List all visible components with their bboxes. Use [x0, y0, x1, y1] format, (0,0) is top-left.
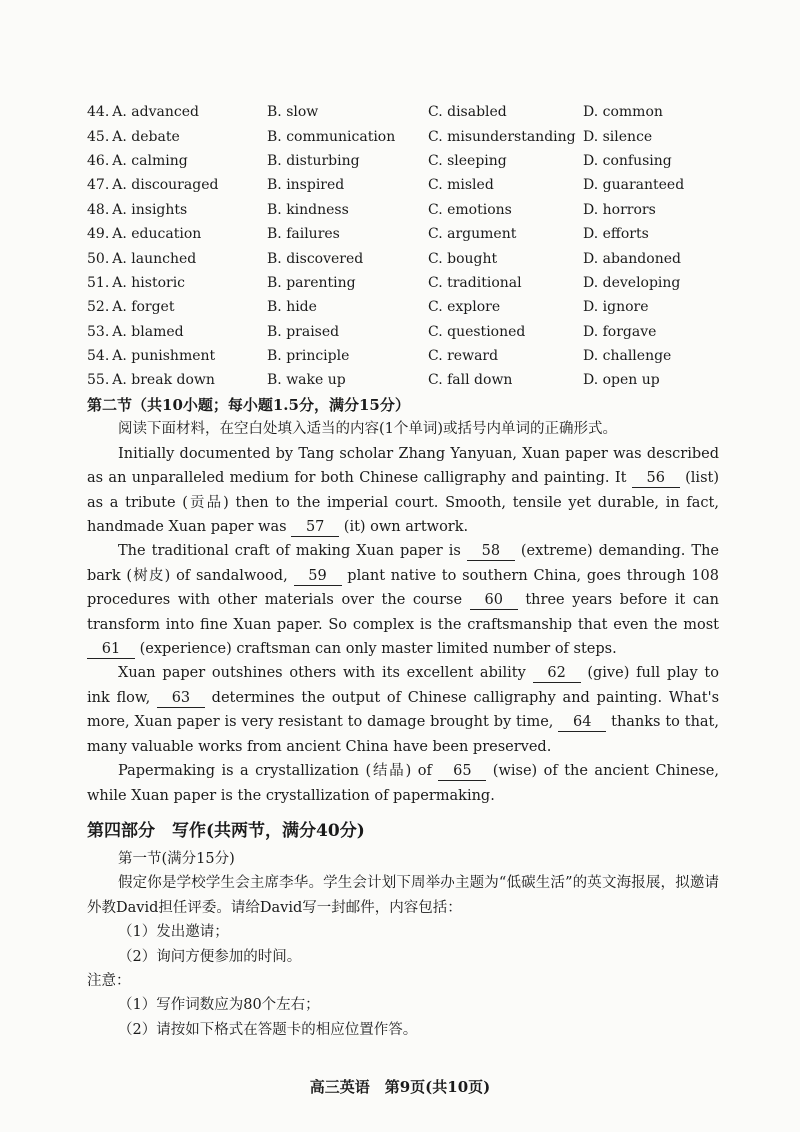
option-d: D. ignore [583, 299, 649, 316]
blank-56[interactable]: 56 [632, 470, 680, 488]
option-d: D. open up [583, 372, 660, 389]
note-label: 注意： [87, 973, 131, 990]
passage-text: (it) own artwork. [339, 519, 469, 536]
passage-text: Papermaking is a crystallization (结晶) of [118, 763, 439, 780]
option-c: C. emotions [428, 201, 512, 218]
option-row [87, 344, 727, 368]
option-a [87, 226, 267, 242]
option-b: B. inspired [267, 177, 345, 194]
option-d: D. silence [583, 128, 653, 145]
passage-paragraph [87, 759, 719, 808]
note-1: （1）写作词数应为80个左右； [118, 997, 320, 1014]
section-2 [87, 393, 719, 808]
writing-task [87, 847, 719, 1042]
blank-64[interactable]: 64 [558, 714, 606, 732]
option-c: C. traditional [428, 274, 522, 291]
question-number: 50. [87, 250, 110, 267]
option-a-text: A. calming [112, 152, 188, 169]
option-row [87, 271, 727, 295]
option-b: B. parenting [267, 274, 356, 291]
option-b: B. communication [267, 128, 396, 145]
option-a [87, 153, 267, 169]
option-b: B. praised [267, 323, 340, 340]
section-2-heading: 第二节（共10小题；每小题1.5分，满分15分） [87, 396, 410, 414]
option-c: C. sleeping [428, 152, 507, 169]
option-c: C. questioned [428, 323, 526, 340]
option-a [87, 324, 267, 340]
blank-60[interactable]: 60 [470, 592, 518, 610]
option-d: D. common [583, 104, 663, 121]
passage-paragraph [87, 661, 719, 759]
note-2: （2）请按如下格式在答题卡的相应位置作答。 [118, 1021, 418, 1038]
option-a-text: A. advanced [112, 104, 199, 121]
question-number: 53. [87, 323, 110, 340]
option-a-text: A. insights [112, 201, 188, 218]
option-row [87, 100, 727, 124]
blank-63[interactable]: 63 [157, 690, 205, 708]
passage-text: three years before it can transform into fine Xuan paper. So complex is the craftsmanship that even the most [87, 592, 719, 633]
option-a [87, 299, 267, 315]
option-c: C. misled [428, 177, 494, 194]
option-a [87, 202, 267, 218]
passage-text: (wise) of the ancient Chinese, while Xuan paper is the crystallization of papermaking. [87, 763, 719, 804]
option-row [87, 173, 727, 197]
option-a [87, 275, 267, 291]
option-b: B. hide [267, 299, 317, 316]
passage-text: thanks to that, many valuable works from ancient China have been preserved. [87, 714, 719, 755]
blank-59[interactable]: 59 [294, 568, 342, 586]
blank-62[interactable]: 62 [533, 665, 581, 683]
question-number: 55. [87, 372, 110, 389]
option-c: C. misunderstanding [428, 128, 576, 145]
option-row [87, 295, 727, 319]
passage-text: (give) full play to ink flow, [87, 665, 719, 706]
question-number: 46. [87, 152, 110, 169]
option-a-text: A. debate [112, 128, 180, 145]
option-a-text: A. discouraged [112, 177, 219, 194]
option-c: C. bought [428, 250, 498, 267]
part-4-heading: 第四部分 写作(共两节，满分40分) [87, 821, 365, 841]
question-number: 49. [87, 226, 110, 243]
option-row [87, 198, 727, 222]
option-d: D. guaranteed [583, 177, 685, 194]
passage-paragraph [87, 539, 719, 661]
option-c: C. fall down [428, 372, 513, 389]
option-a [87, 129, 267, 145]
option-row [87, 320, 727, 344]
option-row [87, 222, 727, 246]
passage-text: Xuan paper outshines others with its excellent ability [118, 665, 533, 682]
passage-text: plant native to southern China, goes through 108 procedures with other materials over the course [87, 567, 719, 609]
question-number: 52. [87, 299, 110, 316]
option-d: D. horrors [583, 201, 656, 218]
option-b: B. failures [267, 226, 340, 243]
option-d: D. forgave [583, 323, 657, 340]
option-row [87, 149, 727, 173]
option-a-text: A. launched [112, 250, 197, 267]
option-a [87, 348, 267, 364]
option-a [87, 177, 267, 193]
page-footer: 高三英语 第9页(共10页) [309, 1078, 491, 1096]
option-b: B. slow [267, 104, 319, 121]
option-row [87, 246, 727, 270]
passage-text: determines the output of Chinese calligraphy and painting. What's more, Xuan paper is very resistant to damage brought by time, [87, 689, 720, 731]
option-a-text: A. forget [112, 299, 175, 316]
option-b: B. kindness [267, 201, 349, 218]
blank-61[interactable]: 61 [87, 641, 135, 659]
option-row [87, 124, 727, 148]
section-2-instruction: 阅读下面材料，在空白处填入适当的内容(1个单词)或括号内单词的正确形式。 [118, 421, 618, 438]
option-d: D. developing [583, 274, 681, 291]
question-number: 47. [87, 177, 110, 194]
option-a [87, 251, 267, 267]
blank-58[interactable]: 58 [467, 543, 515, 561]
question-number: 51. [87, 274, 110, 291]
option-a [87, 104, 267, 120]
option-row [87, 368, 727, 392]
option-c: C. argument [428, 226, 517, 243]
option-c: C. reward [428, 348, 499, 365]
option-b: B. wake up [267, 372, 346, 389]
writing-subheading: 第一节(满分15分) [118, 851, 235, 867]
passage-text: (experience) craftsman can only master limited number of steps. [135, 641, 617, 658]
writing-point-1: （1）发出邀请； [118, 924, 229, 941]
passage-text: The traditional craft of making Xuan paper is [118, 543, 467, 560]
options-table [87, 100, 727, 393]
passage-text: Initially documented by Tang scholar Zhang Yanyuan, Xuan paper was described as an unparalleled medium for both Chinese calligraphy and painting. It [87, 445, 719, 487]
question-number: 48. [87, 201, 110, 218]
option-d: D. challenge [583, 348, 672, 365]
option-c: C. explore [428, 299, 501, 316]
blank-65[interactable]: 65 [438, 763, 486, 781]
option-d: D. abandoned [583, 250, 681, 267]
writing-point-2: （2）询问方便参加的时间。 [118, 948, 302, 965]
question-number: 44. [87, 104, 110, 121]
option-d: D. confusing [583, 152, 672, 169]
passage-paragraph [87, 442, 719, 540]
option-b: B. principle [267, 348, 350, 365]
question-number: 45. [87, 128, 110, 145]
option-d: D. efforts [583, 226, 649, 243]
option-a [87, 372, 267, 388]
question-number: 54. [87, 348, 110, 365]
option-a-text: A. punishment [112, 348, 216, 365]
option-a-text: A. break down [112, 372, 215, 389]
passage-text: (list) as a tribute (贡品) then to the imperial court. Smooth, tensile yet durable, in fact, handmade Xuan paper was [87, 470, 719, 536]
option-a-text: A. historic [112, 274, 186, 291]
option-b: B. disturbing [267, 152, 360, 169]
option-c: C. disabled [428, 104, 507, 121]
option-b: B. discovered [267, 250, 364, 267]
passage-text: (extreme) demanding. The bark (树皮) of sandalwood, [87, 543, 719, 584]
option-a-text: A. blamed [112, 323, 184, 340]
option-a-text: A. education [112, 226, 202, 243]
blank-57[interactable]: 57 [291, 519, 339, 537]
writing-prompt: 假定你是学校学生会主席李华。学生会计划下周举办主题为“低碳生活”的英文海报展，拟邀请外教David担任评委。请给David写一封邮件，内容包括： [87, 875, 719, 916]
